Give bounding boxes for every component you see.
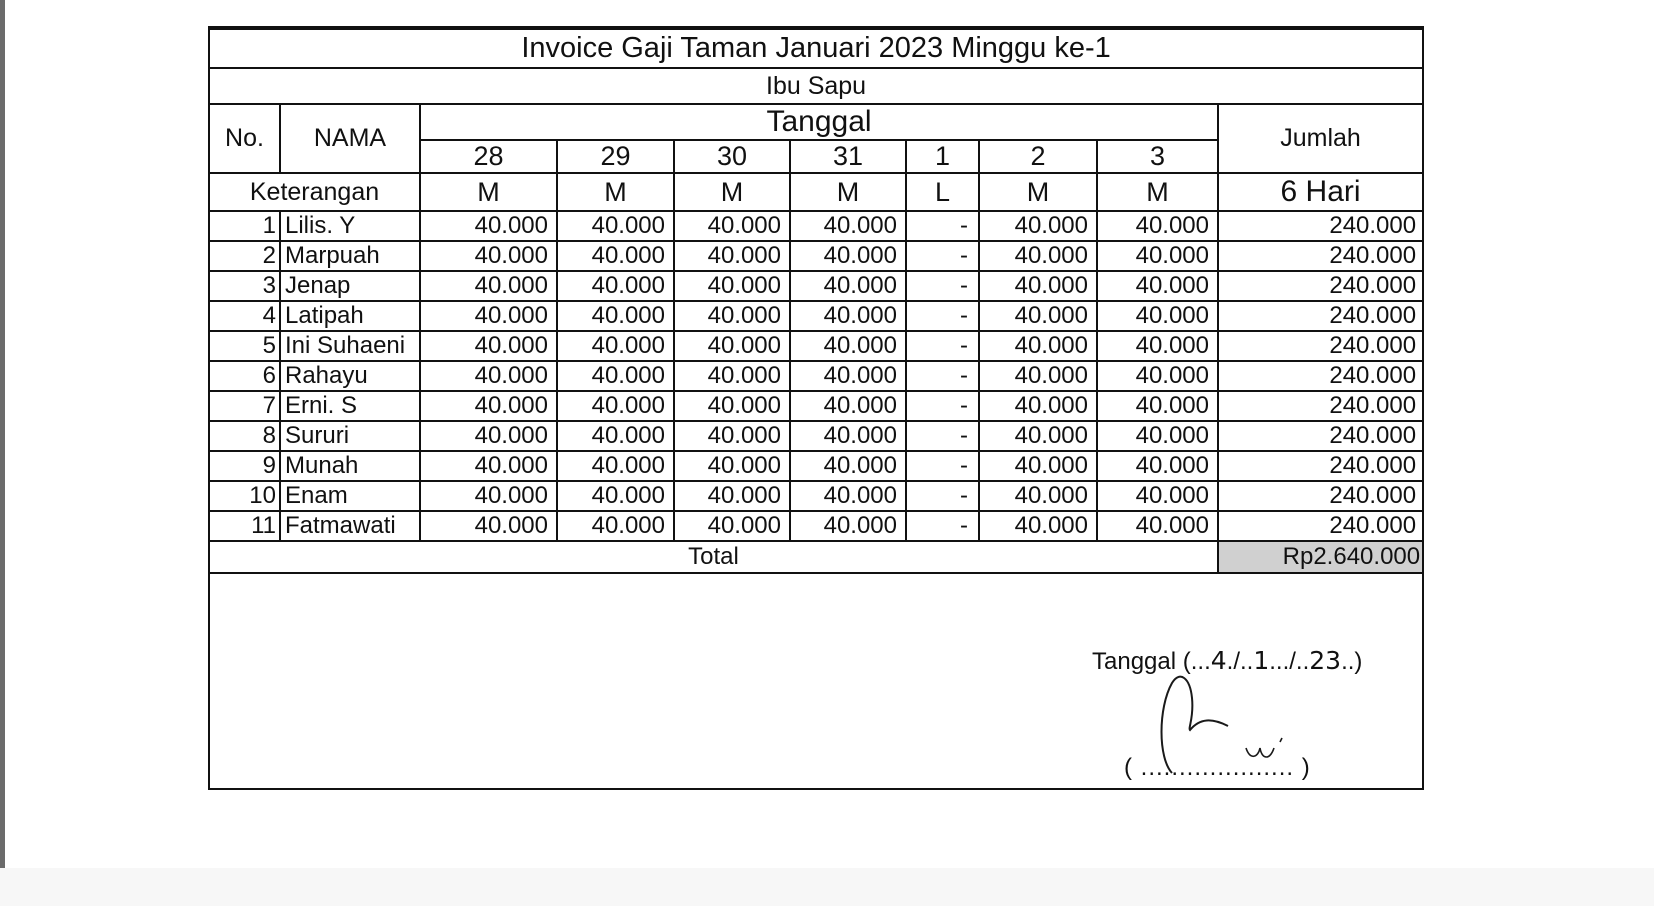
row-amount: 40.000 [979,271,1097,301]
day-code-0: M [420,173,557,211]
row-amount: 40.000 [979,301,1097,331]
row-amount: 40.000 [420,421,557,451]
row-amount: 40.000 [420,301,557,331]
header-no: No. [210,104,280,173]
signoff-date-year: 23 [1309,646,1342,675]
invoice-table [210,28,1422,574]
row-amount: 40.000 [557,481,674,511]
row-sum: 240.000 [1218,391,1422,421]
table-row [210,211,1422,241]
row-amount: - [906,301,979,331]
row-amount: 40.000 [674,301,790,331]
signature-open: ( [1124,754,1133,781]
row-number: 8 [210,421,280,451]
row-amount: 40.000 [557,331,674,361]
table-row [210,451,1422,481]
header-keterangan: Keterangan [210,173,420,211]
signature-dots: .................... [1140,754,1295,781]
row-amount: 40.000 [979,511,1097,541]
row-amount: 40.000 [557,391,674,421]
total-value: Rp2.640.000 [1218,541,1422,573]
row-amount: 40.000 [1097,361,1218,391]
header-nama: NAMA [280,104,420,173]
day-header-3: 31 [790,140,906,173]
row-amount: 40.000 [790,451,906,481]
row-amount: 40.000 [1097,271,1218,301]
row-name: Rahayu [280,361,420,391]
row-amount: 40.000 [557,301,674,331]
row-sum: 240.000 [1218,211,1422,241]
day-header-5: 2 [979,140,1097,173]
table-row [210,331,1422,361]
row-number: 3 [210,271,280,301]
row-amount: 40.000 [979,421,1097,451]
table-row [210,361,1422,391]
scan-bottom-margin [0,868,1654,906]
row-name: Jenap [280,271,420,301]
row-amount: 40.000 [420,511,557,541]
table-row [210,301,1422,331]
row-amount: 40.000 [979,451,1097,481]
row-amount: 40.000 [420,211,557,241]
header-tanggal: Tanggal [420,104,1218,140]
row-number: 4 [210,301,280,331]
invoice-sheet [208,26,1424,790]
signoff-date-day: 4 [1210,646,1227,675]
signoff-date-label: Tanggal ( [1092,648,1191,675]
row-amount: 40.000 [790,241,906,271]
row-name: Enam [280,481,420,511]
row-amount: 40.000 [674,211,790,241]
table-row [210,391,1422,421]
row-name: Lilis. Y [280,211,420,241]
row-amount: 40.000 [790,391,906,421]
row-amount: 40.000 [557,421,674,451]
row-name: Ini Suhaeni [280,331,420,361]
row-name: Munah [280,451,420,481]
row-amount: 40.000 [790,211,906,241]
row-amount: 40.000 [420,361,557,391]
row-amount: 40.000 [790,511,906,541]
signature-close: ) [1301,754,1311,781]
row-amount: 40.000 [1097,451,1218,481]
row-sum: 240.000 [1218,481,1422,511]
row-amount: 40.000 [674,421,790,451]
row-amount: - [906,511,979,541]
day-header-6: 3 [1097,140,1218,173]
row-number: 7 [210,391,280,421]
row-amount: 40.000 [790,361,906,391]
row-amount: 40.000 [420,391,557,421]
signoff-date: Tanggal (...4./..1.../..23..) [1092,646,1363,675]
row-amount: 40.000 [557,511,674,541]
row-number: 1 [210,211,280,241]
row-sum: 240.000 [1218,271,1422,301]
row-amount: 40.000 [979,211,1097,241]
row-amount: 40.000 [674,331,790,361]
day-header-4: 1 [906,140,979,173]
row-amount: - [906,241,979,271]
row-amount: 40.000 [979,391,1097,421]
row-amount: - [906,211,979,241]
row-amount: 40.000 [557,361,674,391]
row-amount: 40.000 [1097,391,1218,421]
row-amount: 40.000 [674,451,790,481]
row-amount: 40.000 [674,361,790,391]
row-amount: 40.000 [790,301,906,331]
row-amount: 40.000 [790,421,906,451]
row-amount: 40.000 [1097,511,1218,541]
row-amount: 40.000 [674,241,790,271]
row-amount: 40.000 [420,451,557,481]
row-name: Latipah [280,301,420,331]
table-row [210,271,1422,301]
row-sum: 240.000 [1218,421,1422,451]
row-number: 2 [210,241,280,271]
row-amount: 40.000 [1097,421,1218,451]
row-amount: 40.000 [790,481,906,511]
row-amount: 40.000 [1097,331,1218,361]
row-amount: 40.000 [790,271,906,301]
row-number: 5 [210,331,280,361]
row-number: 9 [210,451,280,481]
row-amount: 40.000 [674,391,790,421]
row-amount: 40.000 [674,511,790,541]
signature-line [1124,754,1311,782]
row-amount: 40.000 [979,361,1097,391]
row-amount: 40.000 [1097,481,1218,511]
row-number: 10 [210,481,280,511]
row-amount: 40.000 [674,271,790,301]
table-row [210,511,1422,541]
table-row [210,481,1422,511]
row-sum: 240.000 [1218,361,1422,391]
row-amount: 40.000 [557,451,674,481]
row-amount: - [906,391,979,421]
signoff-date-close: ) [1354,648,1363,675]
row-amount: 40.000 [790,331,906,361]
header-jumlah: Jumlah [1218,104,1422,173]
total-days: 6 Hari [1218,173,1422,211]
row-sum: 240.000 [1218,331,1422,361]
signoff-date-month: 1 [1253,646,1270,675]
row-sum: 240.000 [1218,511,1422,541]
row-amount: - [906,271,979,301]
row-amount: 40.000 [979,481,1097,511]
day-code-6: M [1097,173,1218,211]
row-sum: 240.000 [1218,451,1422,481]
row-amount: 40.000 [420,241,557,271]
day-header-1: 29 [557,140,674,173]
row-amount: 40.000 [557,241,674,271]
row-amount: 40.000 [1097,241,1218,271]
row-amount: - [906,361,979,391]
scan-edge [0,0,5,870]
table-row [210,421,1422,451]
total-label: Total [210,541,1218,573]
day-code-4: L [906,173,979,211]
table-row [210,241,1422,271]
row-amount: 40.000 [674,481,790,511]
row-amount: - [906,331,979,361]
row-amount: 40.000 [1097,211,1218,241]
day-code-3: M [790,173,906,211]
total-row [210,541,1422,573]
row-amount: 40.000 [979,331,1097,361]
day-code-5: M [979,173,1097,211]
row-sum: 240.000 [1218,241,1422,271]
invoice-title: Invoice Gaji Taman Januari 2023 Minggu ke-1 [210,29,1422,68]
row-amount: 40.000 [420,271,557,301]
row-amount: 40.000 [420,331,557,361]
row-amount: 40.000 [557,271,674,301]
row-sum: 240.000 [1218,301,1422,331]
row-name: Sururi [280,421,420,451]
row-name: Marpuah [280,241,420,271]
row-amount: 40.000 [557,211,674,241]
row-number: 11 [210,511,280,541]
row-name: Fatmawati [280,511,420,541]
day-header-0: 28 [420,140,557,173]
row-amount: - [906,451,979,481]
day-header-2: 30 [674,140,790,173]
row-name: Erni. S [280,391,420,421]
invoice-subtitle: Ibu Sapu [210,68,1422,104]
row-amount: 40.000 [1097,301,1218,331]
row-amount: - [906,481,979,511]
day-code-1: M [557,173,674,211]
row-amount: 40.000 [979,241,1097,271]
row-number: 6 [210,361,280,391]
day-code-2: M [674,173,790,211]
row-amount: 40.000 [420,481,557,511]
row-amount: - [906,421,979,451]
